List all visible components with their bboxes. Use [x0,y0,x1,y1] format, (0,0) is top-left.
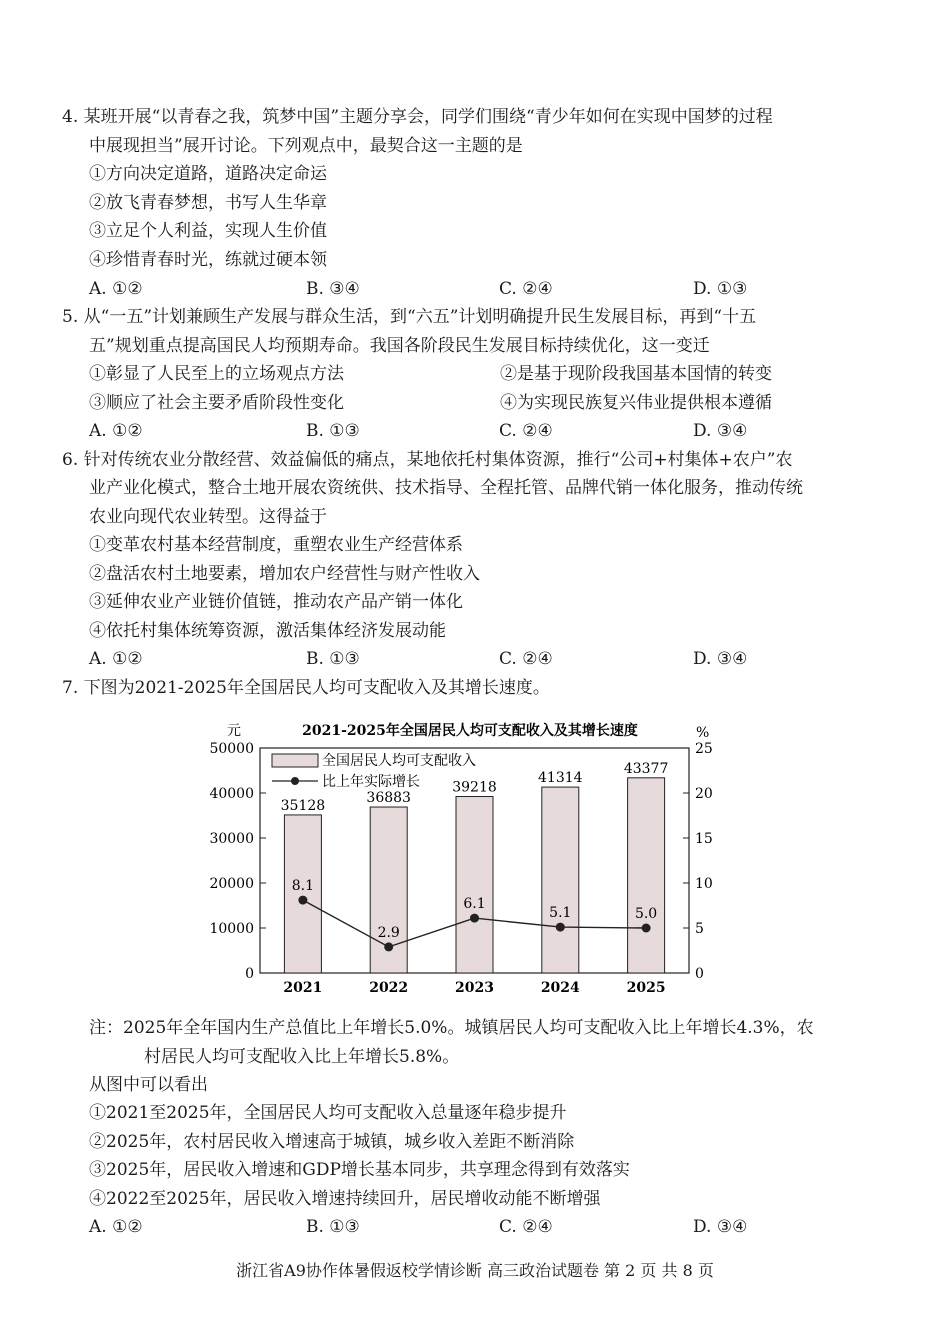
q4-choice-d: D. ①③ [693,279,748,299]
y-right-tick-label: 15 [695,831,713,847]
growth-label-2024: 5.1 [549,905,572,922]
chart-ylabel-right: % [696,725,710,741]
bar-label-2025: 43377 [623,760,669,777]
x-tick-label-2023: 2023 [455,980,494,996]
q7-choice-a: A. ①② [89,1217,143,1237]
q4-item-3: ③立足个人利益，实现人生价值 [89,221,327,241]
q7-item-3: ③2025年，居民收入增速和GDP增长基本同步，共享理念得到有效落实 [89,1160,630,1180]
y-right-tick-label: 10 [695,876,713,892]
q7-note-line2: 村居民人均可支配收入比上年增长5.8%。 [144,1047,460,1067]
q7-choice-b: B. ①③ [306,1217,360,1237]
y-left-tick-label: 10000 [209,921,254,937]
q4-item-2: ②放飞青春梦想，书写人生华章 [89,193,327,213]
q4-choice-a: A. ①② [89,279,143,299]
growth-point-2025 [642,924,651,933]
legend-line-label: 比上年实际增长 [322,774,420,790]
q6-choice-d: D. ③④ [693,649,748,669]
q6-item-3: ③延伸农业产业链价值链，推动农产品产销一体化 [89,592,463,612]
q5-stem-line2: 五”规划重点提高国民人均预期寿命。我国各阶段民生发展目标持续优化，这一变迁 [89,336,710,356]
growth-label-2023: 6.1 [463,896,486,913]
growth-point-2022 [384,942,393,951]
q6-stem-line3: 农业向现代农业转型。这得益于 [89,507,327,527]
growth-point-2023 [470,914,479,923]
y-right-tick-label: 25 [695,741,713,757]
q6-item-2: ②盘活农村土地要素，增加农户经营性与财产性收入 [89,564,480,584]
legend-line-marker [291,777,299,785]
growth-label-2025: 5.0 [634,906,658,922]
q4-choice-c: C. ②④ [499,279,553,299]
q5-stem-line1: 5. 从“一五”计划兼顾生产发展与群众生活，到“六五”计划明确提升民生发展目标，再到“十五 [62,307,757,327]
q6-item-1: ①变革农村基本经营制度，重塑农业生产经营体系 [89,535,463,555]
q7-item-2: ②2025年，农村居民收入增速高于城镇，城乡收入差距不断消除 [89,1132,575,1152]
legend-bar-label: 全国居民人均可支配收入 [322,753,476,769]
q7-choice-d: D. ③④ [693,1217,748,1237]
q5-item-2: ②是基于现阶段我国基本国情的转变 [500,364,772,384]
q6-stem-line1: 6. 针对传统农业分散经营、效益偏低的痛点，某地依托村集体资源，推行“公司+村集体+农户”农 [62,450,793,470]
chart-title: 2021-2025年全国居民人均可支配收入及其增长速度 [302,723,638,739]
y-left-tick-label: 0 [245,966,254,982]
q6-choice-b: B. ①③ [306,649,360,669]
growth-point-2024 [556,923,565,932]
q5-item-1: ①彰显了人民至上的立场观点方法 [89,364,344,384]
q4-choice-b: B. ③④ [306,279,360,299]
growth-label-2021: 8.1 [291,878,315,895]
q7-lead: 从图中可以看出 [89,1075,208,1095]
q6-item-4: ④依托村集体统筹资源，激活集体经济发展动能 [89,621,446,641]
legend-bar-swatch [272,754,318,767]
bar-2025 [628,778,665,973]
growth-point-2021 [298,896,307,905]
q4-stem-line2: 中展现担当”展开讨论。下列观点中，最契合这一主题的是 [89,136,523,156]
x-tick-label-2025: 2025 [626,980,666,996]
bar-label-2023: 39218 [452,779,497,796]
q6-choice-a: A. ①② [89,649,143,669]
y-left-tick-label: 20000 [209,876,254,892]
y-left-tick-label: 40000 [209,786,254,802]
q7-stem: 7. 下图为2021-2025年全国居民人均可支配收入及其增长速度。 [62,678,550,698]
q4-item-4: ④珍惜青春时光，练就过硬本领 [89,250,327,270]
bar-label-2024: 41314 [538,770,583,787]
q5-item-4: ④为实现民族复兴伟业提供根本遵循 [500,393,772,413]
q5-item-3: ③顺应了社会主要矛盾阶段性变化 [89,393,344,413]
bar-2024 [542,787,579,973]
q5-choice-d: D. ③④ [693,421,748,441]
y-right-tick-label: 5 [695,921,704,937]
income-chart [205,713,745,1003]
bar-label-2021: 35128 [280,797,326,814]
bar-2023 [456,797,493,973]
q4-stem-line1: 4. 某班开展“以青春之我，筑梦中国”主题分享会，同学们围绕“青少年如何在实现中国梦的过程 [62,107,773,127]
q6-stem-line2: 业产业化模式，整合土地开展农资统供、技术指导、全程托管、品牌代销一体化服务，推动传统 [89,478,803,498]
q7-item-1: ①2021至2025年，全国居民人均可支配收入总量逐年稳步提升 [89,1103,567,1123]
y-right-tick-label: 0 [695,966,704,982]
bar-label-2022: 36883 [366,790,411,807]
q5-choice-c: C. ②④ [499,421,553,441]
q4-item-1: ①方向决定道路，道路决定命运 [89,164,327,184]
x-tick-label-2021: 2021 [283,980,323,996]
page-footer: 浙江省A9协作体暑假返校学情诊断 高三政治试题卷 第 2 页 共 8 页 [236,1261,714,1280]
y-left-tick-label: 30000 [209,831,254,847]
q6-choice-c: C. ②④ [499,649,553,669]
y-left-tick-label: 50000 [209,741,254,757]
y-right-tick-label: 20 [695,786,713,802]
q7-choice-c: C. ②④ [499,1217,553,1237]
growth-label-2022: 2.9 [377,924,400,941]
q5-choice-a: A. ①② [89,421,143,441]
q7-note-line1: 注：2025年全年国内生产总值比上年增长5.0%。城镇居民人均可支配收入比上年增长4.3%，农 [89,1018,814,1038]
q5-choice-b: B. ①③ [306,421,360,441]
q7-item-4: ④2022至2025年，居民收入增速持续回升，居民增收动能不断增强 [89,1189,601,1209]
chart-ylabel-left: 元 [227,723,241,739]
x-tick-label-2022: 2022 [369,980,409,996]
x-tick-label-2024: 2024 [540,980,580,996]
